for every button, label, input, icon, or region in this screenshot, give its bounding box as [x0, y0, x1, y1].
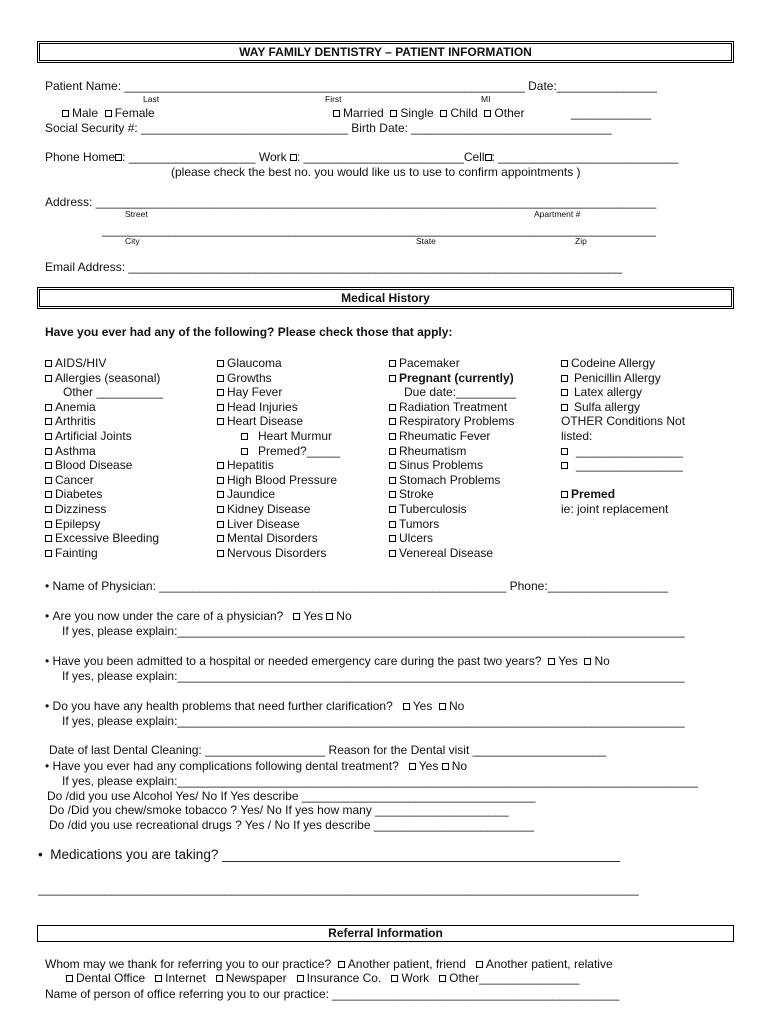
physician-line[interactable]: • Name of Physician: ____________________________________________________ Phone:__________________	[45, 579, 668, 593]
checkbox[interactable]	[45, 448, 52, 455]
email-line[interactable]: Email Address: __________________________________________________________________________	[45, 260, 623, 274]
referral-header: Referral Information	[37, 925, 734, 942]
phone-cell-checkbox[interactable]	[485, 154, 492, 161]
condition-aids[interactable]: AIDS/HIV	[45, 356, 163, 371]
male-checkbox[interactable]	[62, 110, 69, 117]
condition-pregnant[interactable]: Pregnant (currently)	[389, 371, 516, 386]
condition-tuberculosis[interactable]: Tuberculosis	[389, 502, 516, 517]
other-conditions-label: OTHER Conditions Not	[561, 414, 686, 429]
referral-question: Whom may we thank for referring you to our practice?	[45, 957, 332, 971]
condition-high-blood-pressure[interactable]: High Blood Pressure	[217, 473, 340, 488]
complications-no-checkbox[interactable]	[442, 763, 449, 770]
internet-checkbox[interactable]	[155, 975, 162, 982]
sub-label-street: Street	[125, 209, 148, 219]
checkbox[interactable]	[561, 491, 568, 498]
dental-office-checkbox[interactable]	[66, 975, 73, 982]
gender-row	[62, 107, 155, 119]
health-question: • Do you have any health problems that need further clarification? Yes No	[45, 699, 465, 713]
condition-anemia[interactable]: Anemia	[45, 400, 163, 415]
phone-row	[45, 151, 678, 163]
address-line[interactable]: Address: ____________________________________________________________________________________	[45, 195, 657, 209]
condition-hepatitis[interactable]: Hepatitis	[217, 458, 340, 473]
single-label: Single	[400, 106, 434, 120]
condition-respiratory-problems[interactable]: Respiratory Problems	[389, 414, 516, 429]
dental-cleaning-line[interactable]: Date of last Dental Cleaning: __________________ Reason for the Dental visit ____________________	[49, 743, 607, 757]
checkbox[interactable]	[241, 448, 248, 455]
tobacco-line[interactable]: Do /Did you chew/smoke tobacco ? Yes/ No If yes how many ____________________	[49, 803, 509, 817]
premed-note: ie: joint replacement	[561, 501, 669, 516]
phone-work-line[interactable]: : ________________________Cell	[296, 150, 485, 164]
checkbox[interactable]	[561, 462, 568, 469]
referral-name-line[interactable]: Name of person of office referring you to our practice: ___________________________________________	[45, 987, 620, 1001]
checkbox[interactable]	[561, 448, 568, 455]
condition-premed[interactable]: Premed?_____	[217, 444, 340, 459]
sub-label-apartment: Apartment #	[534, 209, 581, 219]
checkbox[interactable]	[45, 477, 52, 484]
checkbox[interactable]	[45, 521, 52, 528]
insurance-checkbox[interactable]	[297, 975, 304, 982]
checkbox[interactable]	[217, 462, 224, 469]
condition-mental-disorders[interactable]: Mental Disorders	[217, 531, 340, 546]
condition-kidney-disease[interactable]: Kidney Disease	[217, 502, 340, 517]
checkbox[interactable]	[217, 404, 224, 411]
checkbox[interactable]	[217, 418, 224, 425]
child-checkbox[interactable]	[440, 110, 447, 117]
checkbox[interactable]	[389, 477, 396, 484]
medical-question: Have you ever had any of the following? Please check those that apply:	[45, 325, 453, 339]
condition-epilepsy[interactable]: Epilepsy	[45, 517, 163, 532]
checkbox[interactable]	[389, 448, 396, 455]
health-yes-checkbox[interactable]	[403, 703, 410, 710]
medications-line-2[interactable]: __________________________________________________________________________________________	[38, 882, 639, 896]
patient-name-line[interactable]: Patient Name: ____________________________________________________________ Date:_______________	[45, 79, 657, 93]
newspaper-checkbox[interactable]	[216, 975, 223, 982]
care-no-checkbox[interactable]	[326, 613, 333, 620]
checkbox[interactable]	[561, 389, 568, 396]
marital-row	[333, 107, 524, 119]
condition-cancer[interactable]: Cancer	[45, 473, 163, 488]
condition-glaucoma[interactable]: Glaucoma	[217, 356, 340, 371]
complications-question: • Have you ever had any complications following dental treatment? Yes No	[45, 759, 468, 773]
condition-diabetes[interactable]: Diabetes	[45, 487, 163, 502]
male-label: Male	[72, 106, 99, 120]
female-checkbox[interactable]	[105, 110, 112, 117]
condition-ulcers[interactable]: Ulcers	[389, 531, 516, 546]
condition-stroke[interactable]: Stroke	[389, 487, 516, 502]
checkbox[interactable]	[389, 375, 396, 382]
condition-arthritis[interactable]: Arthritis	[45, 414, 163, 429]
condition-rheumatism[interactable]: Rheumatism	[389, 444, 516, 459]
condition-radiation-treatment[interactable]: Radiation Treatment	[389, 400, 516, 415]
checkbox[interactable]	[45, 404, 52, 411]
form-title: WAY FAMILY DENTISTRY – PATIENT INFORMATION	[37, 41, 734, 63]
checkbox[interactable]	[389, 506, 396, 513]
sub-label-first: First	[325, 94, 342, 104]
sub-label-last: Last	[143, 94, 160, 104]
checkbox[interactable]	[45, 375, 52, 382]
hospital-explain-line[interactable]: If yes, please explain:____________________________________________________________________________	[62, 669, 685, 683]
checkbox[interactable]	[45, 535, 52, 542]
checkbox[interactable]	[389, 491, 396, 498]
checkbox[interactable]	[561, 404, 568, 411]
checkbox[interactable]	[389, 521, 396, 528]
condition-stomach-problems[interactable]: Stomach Problems	[389, 473, 516, 488]
checkbox[interactable]	[45, 418, 52, 425]
checkbox[interactable]	[561, 375, 568, 382]
checkbox[interactable]	[217, 375, 224, 382]
condition-excessive-bleeding[interactable]: Excessive Bleeding	[45, 531, 163, 546]
condition-fainting[interactable]: Fainting	[45, 546, 163, 561]
checkbox[interactable]	[217, 506, 224, 513]
alcohol-line[interactable]: Do /did you use Alcohol Yes/ No If Yes describe ___________________________________	[47, 789, 536, 803]
condition-jaundice[interactable]: Jaundice	[217, 487, 340, 502]
checkbox[interactable]	[217, 521, 224, 528]
checkbox[interactable]	[217, 477, 224, 484]
checkbox[interactable]	[389, 404, 396, 411]
conditions-column-4	[561, 356, 685, 517]
condition-rheumatic-fever[interactable]: Rheumatic Fever	[389, 429, 516, 444]
care-yes-checkbox[interactable]	[293, 613, 300, 620]
medical-history-header: Medical History	[37, 287, 734, 309]
condition-dizziness[interactable]: Dizziness	[45, 502, 163, 517]
condition-nervous-disorders[interactable]: Nervous Disorders	[217, 546, 340, 561]
other-referral-checkbox[interactable]	[439, 975, 446, 982]
health-explain-line[interactable]: If yes, please explain:____________________________________________________________________________	[62, 714, 685, 728]
child-label: Child	[450, 106, 478, 120]
checkbox[interactable]	[389, 462, 396, 469]
health-no-checkbox[interactable]	[439, 703, 446, 710]
condition-heart-murmur[interactable]: Heart Murmur	[217, 429, 340, 444]
condition-latex-allergy[interactable]: Latex allergy	[561, 385, 685, 400]
care-explain-line[interactable]: If yes, please explain:____________________________________________________________________________	[62, 624, 685, 638]
condition-asthma[interactable]: Asthma	[45, 444, 163, 459]
condition-heart-disease[interactable]: Heart Disease	[217, 414, 340, 429]
other-label: Other	[494, 106, 525, 120]
checkbox[interactable]	[217, 360, 224, 367]
complications-explain-line[interactable]: If yes, please explain:______________________________________________________________________________	[62, 774, 698, 788]
drugs-line[interactable]: Do /did you use recreational drugs ? Yes / No If yes describe ________________________	[49, 818, 535, 832]
phone-home-checkbox[interactable]	[115, 154, 122, 161]
checkbox[interactable]	[45, 433, 52, 440]
sub-label-mi: MI	[481, 94, 491, 104]
referral-options-row: Dental Office Internet Newspaper Insurance Co. Work Other_______________	[66, 972, 579, 984]
phone-note: (please check the best no. you would like us to use to confirm appointments )	[171, 165, 581, 179]
sub-label-state: State	[416, 236, 436, 246]
spacer	[561, 473, 685, 488]
another-relative-checkbox[interactable]	[476, 961, 483, 968]
condition-blood-disease[interactable]: Blood Disease	[45, 458, 163, 473]
condition-venereal-disease[interactable]: Venereal Disease	[389, 546, 516, 561]
condition-allergies-other[interactable]: Other __________	[63, 385, 164, 400]
phone-home-line[interactable]: : ___________________ Work	[122, 150, 287, 164]
sub-label-zip: Zip	[575, 236, 587, 246]
checkbox[interactable]	[389, 550, 396, 557]
married-label: Married	[343, 106, 384, 120]
condition-hay-fever[interactable]: Hay Fever	[217, 385, 340, 400]
other-condition-2[interactable]: ________________	[561, 458, 685, 473]
sub-label-city: City	[125, 236, 140, 246]
condition-premed-checkbox[interactable]: Premed	[561, 487, 685, 502]
checkbox[interactable]	[45, 550, 52, 557]
condition-tumors[interactable]: Tumors	[389, 517, 516, 532]
marital-other-line[interactable]: ____________	[571, 106, 652, 120]
checkbox[interactable]	[217, 550, 224, 557]
checkbox[interactable]	[389, 433, 396, 440]
checkbox[interactable]	[389, 418, 396, 425]
condition-sulfa-allergy[interactable]: Sulfa allergy	[561, 400, 685, 415]
complications-yes-checkbox[interactable]	[409, 763, 416, 770]
medications-line[interactable]: • Medications you are taking? _____________________________________________________	[38, 847, 621, 862]
work-checkbox[interactable]	[391, 975, 398, 982]
hospital-no-checkbox[interactable]	[584, 658, 591, 665]
hospital-yes-checkbox[interactable]	[548, 658, 555, 665]
female-label: Female	[114, 106, 155, 120]
checkbox[interactable]	[217, 491, 224, 498]
phone-home-label: Phone Home	[45, 150, 116, 164]
condition-growths[interactable]: Growths	[217, 371, 340, 386]
checkbox[interactable]	[389, 535, 396, 542]
condition-due-date[interactable]: Due date:_________	[404, 385, 517, 400]
condition-allergies[interactable]: Allergies (seasonal)	[45, 371, 163, 386]
other-condition-1[interactable]: ________________	[561, 444, 685, 459]
checkbox[interactable]	[45, 360, 52, 367]
condition-pacemaker[interactable]: Pacemaker	[389, 356, 516, 371]
condition-artificial-joints[interactable]: Artificial Joints	[45, 429, 163, 444]
condition-head-injuries[interactable]: Head Injuries	[217, 400, 340, 415]
another-friend-checkbox[interactable]	[338, 961, 345, 968]
condition-sinus-problems[interactable]: Sinus Problems	[389, 458, 516, 473]
single-checkbox[interactable]	[390, 110, 397, 117]
checkbox[interactable]	[217, 535, 224, 542]
listed-label: listed:	[561, 428, 593, 443]
married-checkbox[interactable]	[333, 110, 340, 117]
referral-question-row: Whom may we thank for referring you to our practice? Another patient, friend Another patient, relative	[45, 957, 613, 971]
address-line-2[interactable]: ___________________________________________________________________________________	[102, 223, 656, 237]
checkbox[interactable]	[45, 462, 52, 469]
hospital-question: • Have you been admitted to a hospital or needed emergency care during the past two years? Yes No	[45, 654, 610, 668]
condition-liver-disease[interactable]: Liver Disease	[217, 517, 340, 532]
conditions-column-3	[389, 356, 516, 560]
checkbox[interactable]	[241, 433, 248, 440]
other-checkbox[interactable]	[484, 110, 491, 117]
checkbox[interactable]	[45, 491, 52, 498]
phone-cell-line[interactable]: : ___________________________	[491, 150, 679, 164]
condition-penicillin-allergy[interactable]: Penicillin Allergy	[561, 371, 685, 386]
checkbox[interactable]	[561, 360, 568, 367]
ssn-birthdate-line[interactable]: Social Security #: _______________________________ Birth Date: ______________________________	[45, 121, 612, 135]
checkbox[interactable]	[45, 506, 52, 513]
condition-codeine-allergy[interactable]: Codeine Allergy	[561, 356, 685, 371]
checkbox[interactable]	[217, 389, 224, 396]
care-question: • Are you now under the care of a physician? Yes No	[45, 609, 352, 623]
conditions-column-2	[217, 356, 340, 560]
checkbox[interactable]	[389, 360, 396, 367]
phone-work-checkbox[interactable]	[290, 154, 297, 161]
conditions-column-1	[45, 356, 163, 560]
